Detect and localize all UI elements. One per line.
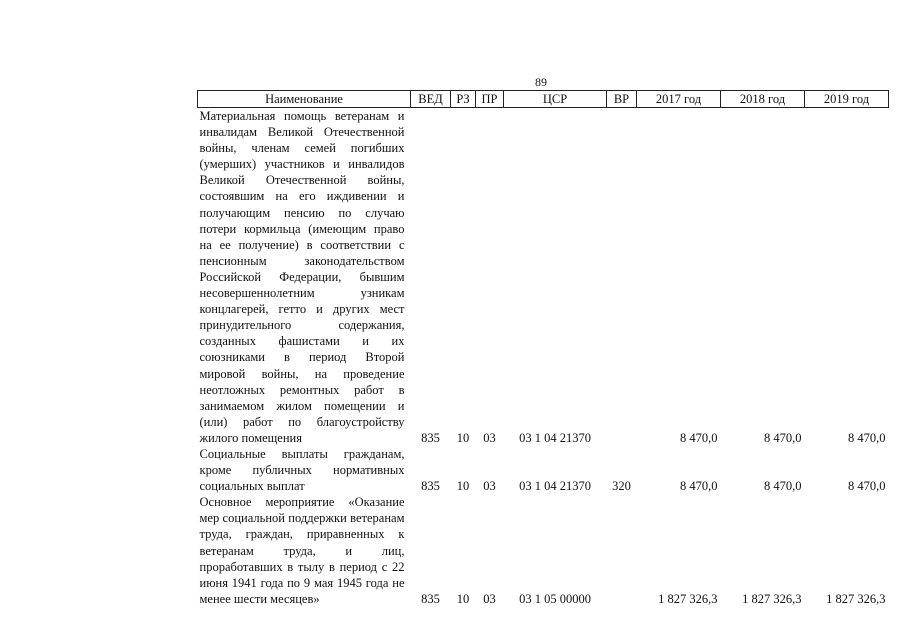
budget-table — [197, 90, 889, 607]
row-ved: 835 — [421, 479, 440, 494]
header-csr: ЦСР — [504, 91, 607, 108]
row-2017: 8 470,0 — [680, 430, 718, 445]
row-csr: 03 1 05 00000 — [519, 591, 591, 606]
row-2018: 8 470,0 — [764, 430, 802, 445]
row-pr: 03 — [483, 430, 496, 445]
table-row — [198, 494, 889, 607]
row-2019: 1 827 326,3 — [826, 591, 886, 606]
row-2018: 8 470,0 — [764, 479, 802, 494]
row-ved: 835 — [421, 591, 440, 606]
row-name: Социальные выплаты гражданам, кроме публичных нормативных социальных выплат — [199, 446, 405, 494]
row-pr: 03 — [483, 591, 496, 606]
row-csr: 03 1 04 21370 — [519, 479, 591, 494]
header-2019: 2019 год — [805, 91, 889, 108]
row-2019: 8 470,0 — [848, 479, 886, 494]
row-2018: 1 827 326,3 — [742, 591, 802, 606]
row-rz: 10 — [456, 591, 470, 606]
row-vr — [607, 108, 637, 446]
header-name: Наименование — [198, 91, 411, 108]
header-rz: РЗ — [451, 91, 476, 108]
row-2019: 8 470,0 — [848, 430, 886, 445]
row-name: Основное мероприятие «Оказание мер социальной поддержки ветеранам труда, граждан, приравненных к ветеранам труда, и лиц, проработавших в тылу в период с 22 июня 1941 года по 9 мая 1945 года не менее шести месяцев» — [199, 495, 405, 606]
header-pr: ПР — [476, 91, 504, 108]
row-csr: 03 1 04 21370 — [519, 430, 591, 445]
header-vr: ВР — [607, 91, 637, 108]
header-2017: 2017 год — [637, 91, 721, 108]
header-2018: 2018 год — [721, 91, 805, 108]
row-rz: 10 — [456, 479, 470, 494]
page-number: 89 — [535, 75, 547, 89]
table-row — [198, 446, 889, 494]
row-2017: 8 470,0 — [680, 479, 718, 494]
row-pr: 03 — [483, 479, 496, 494]
row-rz: 10 — [456, 430, 470, 445]
row-vr: 320 — [612, 479, 631, 494]
table-row — [198, 108, 889, 446]
table-header-row — [198, 91, 889, 108]
row-name: Материальная помощь ветеранам и инвалидам Великой Отечественной войны, членам семей погибших (умерших) участников и инвалидов Великой Отечественной войны, состоявшим на его иждивении и получающим пенсию по случаю потери кормильца (имеющим право на ее получение) в соответствии с пенсионным законодательством Российской Федерации, бывшим несовершеннолетним узникам концлагерей, гетто и других мест принудительного содержания, созданных фашистами и их союзниками в период Второй мировой войны, на проведение неотложных ремонтных работ в занимаемом жилом помещении и (или) работ по благоустройству жилого помещения — [199, 109, 405, 445]
row-vr — [607, 494, 637, 607]
header-ved: ВЕД — [411, 91, 451, 108]
row-ved: 835 — [421, 430, 440, 445]
row-2017: 1 827 326,3 — [658, 591, 718, 606]
